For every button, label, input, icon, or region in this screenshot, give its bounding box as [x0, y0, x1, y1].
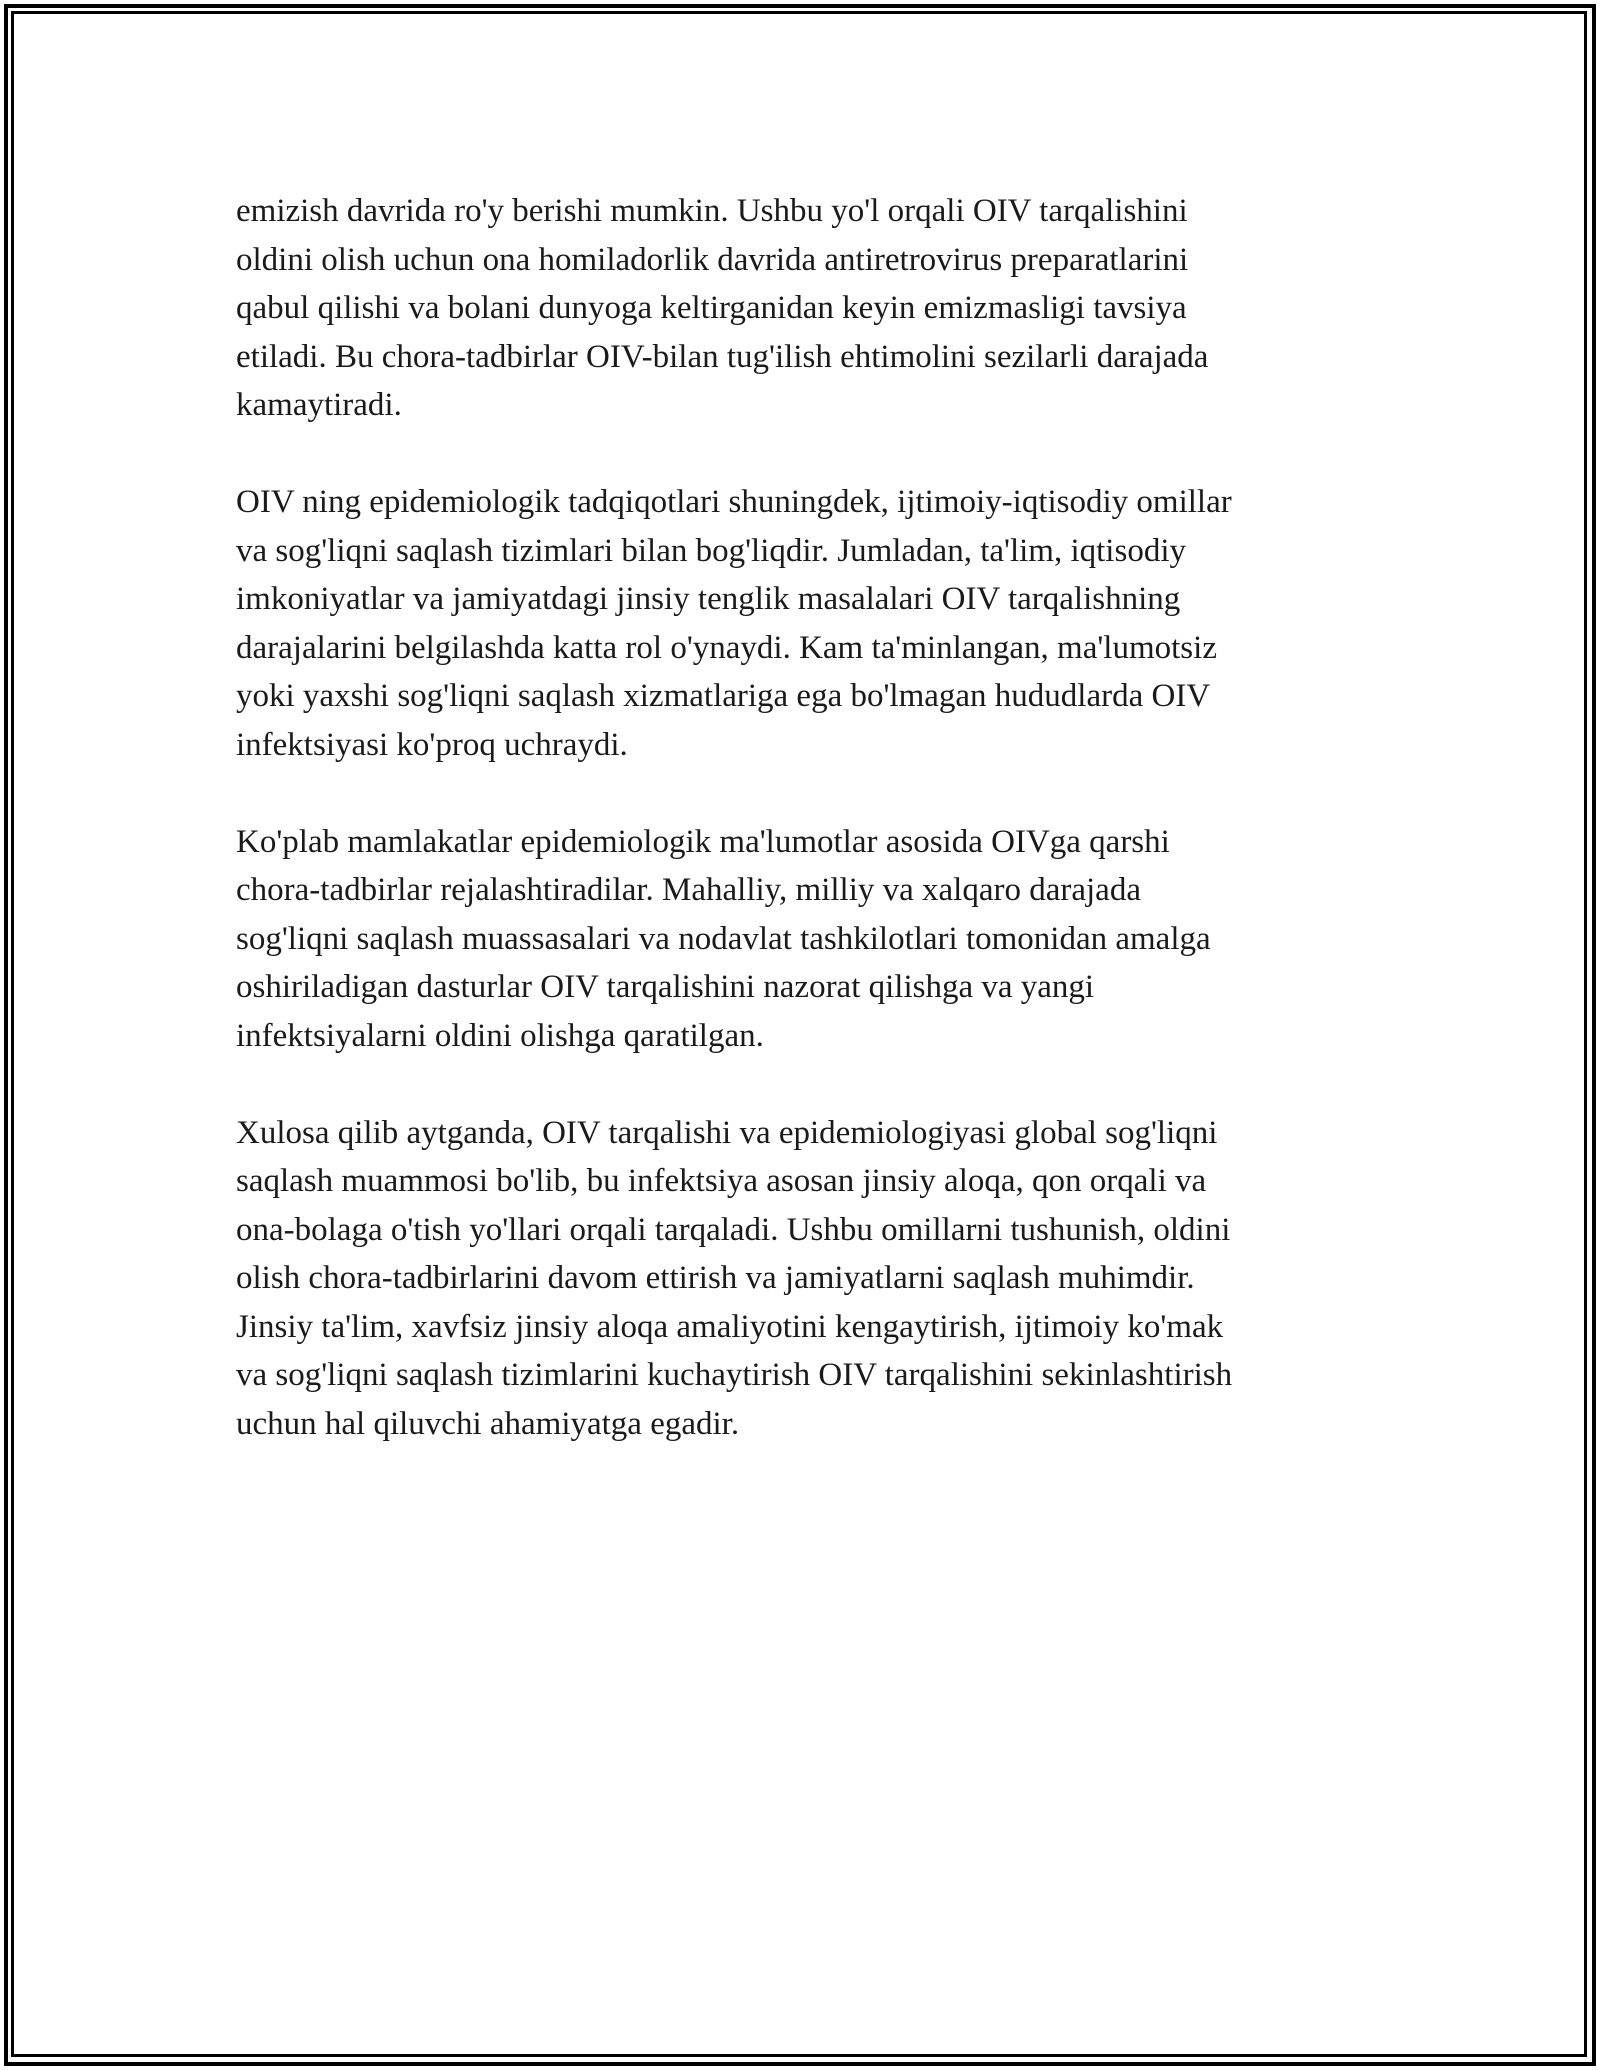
paragraph-4: [236, 1109, 1376, 1449]
text-line: Jinsiy ta'lim, xavfsiz jinsiy aloqa amaliyotini kengaytirish, ijtimoiy ko'mak: [236, 1308, 1224, 1345]
document-body: [236, 187, 1376, 1497]
paragraph-2: [236, 478, 1376, 769]
text-line: darajalarini belgilashda katta rol o'ynaydi. Kam ta'minlangan, ma'lumotsiz: [236, 629, 1217, 666]
text-line: infektsiyasi ko'proq uchraydi.: [236, 726, 628, 763]
text-line: saqlash muammosi bo'lib, bu infektsiya asosan jinsiy aloqa, qon orqali va: [236, 1163, 1207, 1199]
text-line: oldini olish uchun ona homiladorlik davrida antiretrovirus preparatlarini: [236, 241, 1189, 278]
text-line: va sog'liqni saqlash tizimlari bilan bog'liqdir. Jumladan, ta'lim, iqtisodiy: [236, 532, 1186, 569]
text-line: qabul qilishi va bolani dunyoga keltirganidan keyin emizmasligi tavsiya: [236, 290, 1187, 326]
text-line: olish chora-tadbirlarini davom ettirish va jamiyatlarni saqlash muhimdir.: [236, 1260, 1195, 1296]
text-line: Ko'plab mamlakatlar epidemiologik ma'lumotlar asosida OIVga qarshi: [236, 823, 1170, 860]
text-line: ona-bolaga o'tish yo'llari orqali tarqaladi. Ushbu omillarni tushunish, oldini: [236, 1211, 1231, 1248]
text-line: OIV ning epidemiologik tadqiqotlari shuningdek, ijtimoiy-iqtisodiy omillar: [236, 484, 1232, 520]
text-line: oshiriladigan dasturlar OIV tarqalishini nazorat qilishga va yangi: [236, 969, 1095, 1005]
text-line: kamaytiradi.: [236, 387, 402, 423]
paragraph-3: [236, 818, 1376, 1061]
text-line: infektsiyalarni oldini olishga qaratilgan.: [236, 1017, 764, 1054]
text-line: uchun hal qiluvchi ahamiyatga egadir.: [236, 1405, 740, 1442]
text-line: va sog'liqni saqlash tizimlarini kuchaytirish OIV tarqalishini sekinlashtirish: [236, 1357, 1233, 1393]
text-line: Xulosa qilib aytganda, OIV tarqalishi va epidemiologiyasi global sog'liqni: [236, 1114, 1218, 1151]
text-line: chora-tadbirlar rejalashtiradilar. Mahalliy, milliy va xalqaro darajada: [236, 872, 1141, 908]
paragraph-1: [236, 187, 1376, 430]
text-line: yoki yaxshi sog'liqni saqlash xizmatlariga ega bo'lmagan hududlarda OIV: [236, 678, 1211, 714]
text-line: sog'liqni saqlash muassasalari va nodavlat tashkilotlari tomonidan amalga: [236, 920, 1211, 957]
text-line: etiladi. Bu chora-tadbirlar OIV-bilan tug'ilish ehtimolini sezilarli darajada: [236, 338, 1209, 375]
text-line: imkoniyatlar va jamiyatdagi jinsiy tenglik masalalari OIV tarqalishning: [236, 581, 1181, 617]
text-line: emizish davrida ro'y berishi mumkin. Ushbu yo'l orqali OIV tarqalishini: [236, 193, 1188, 229]
